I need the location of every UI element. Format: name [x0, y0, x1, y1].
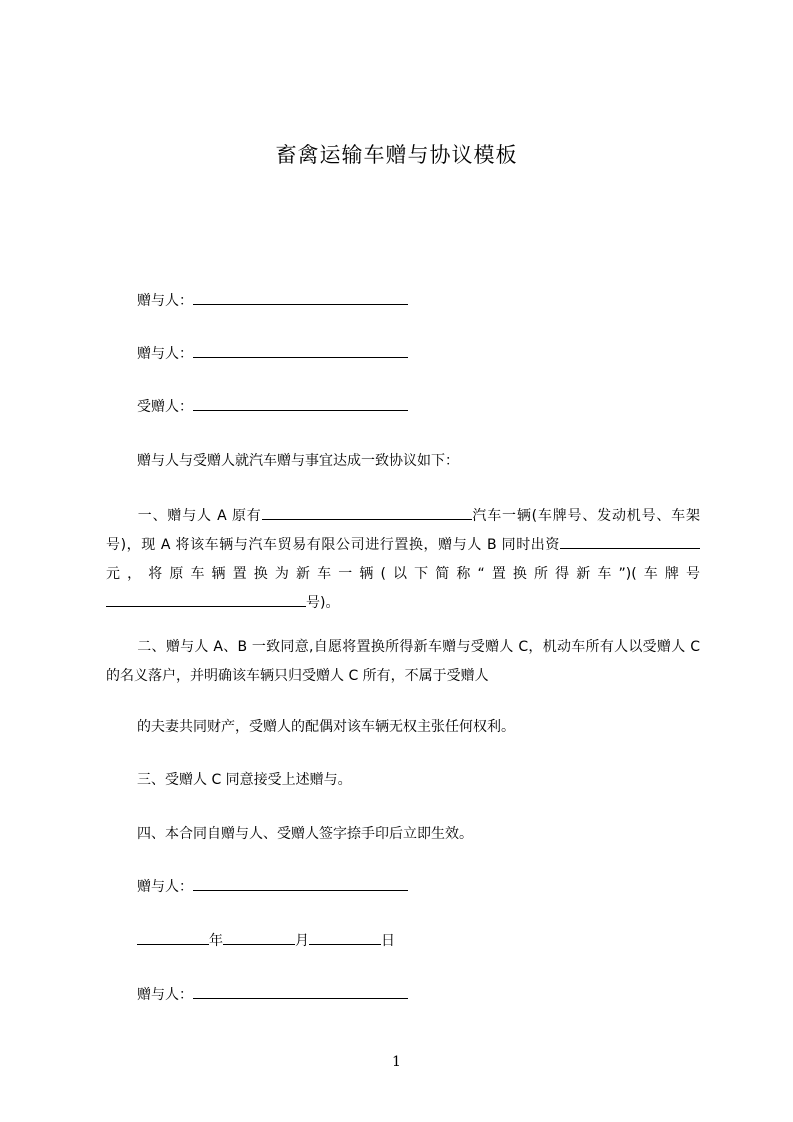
donor-blank	[193, 290, 408, 305]
page-number: 1	[392, 1054, 401, 1070]
recipient-line	[137, 396, 408, 418]
year-label: 年	[209, 933, 223, 949]
donor-blank	[193, 343, 408, 358]
recipient-blank	[193, 396, 408, 411]
donor-label: 赠与人：	[137, 879, 193, 895]
donor-line-1	[137, 290, 408, 312]
plate-number-blank	[106, 592, 306, 607]
signature-donor-line-1	[137, 876, 408, 898]
clause-3: 三、受赠人 C 同意接受上述赠与。	[137, 772, 352, 788]
donor-signature-blank	[193, 876, 408, 891]
clause-1-part-4: 号)。	[306, 595, 340, 611]
recipient-label: 受赠人：	[137, 399, 193, 415]
month-label: 月	[295, 933, 309, 949]
page-title: 畜禽运输车赠与协议模板	[275, 143, 518, 167]
year-blank	[137, 930, 209, 945]
day-label: 日	[381, 933, 395, 949]
month-blank	[223, 930, 295, 945]
date-line	[137, 930, 395, 952]
clause-2-text: 二、赠与人 A、B 一致同意,自愿将置换所得新车赠与受赠人 C，机动车所有人以受赠人 C 的名义落户，并明确该车辆只归受赠人 C 所有，不属于受赠人	[106, 639, 700, 684]
amount-blank	[560, 534, 700, 549]
clause-4: 四、本合同自赠与人、受赠人签字捺手印后立即生效。	[137, 826, 473, 842]
donor-label: 赠与人：	[137, 987, 193, 1003]
clause-1-part-1: 一、赠与人 A 原有	[137, 508, 262, 524]
clause-2	[106, 633, 700, 691]
clause-1	[106, 502, 700, 618]
signature-donor-line-2	[137, 984, 408, 1006]
clause-1-part-3: 元，将原车辆置换为新车一辆(以下简称“置换所得新车”)(车牌号	[106, 566, 700, 582]
clause-2-continued: 的夫妻共同财产，受赠人的配偶对该车辆无权主张任何权利。	[137, 719, 515, 735]
intro-text: 赠与人与受赠人就汽车赠与事宜达成一致协议如下：	[137, 453, 459, 469]
donor-label: 赠与人：	[137, 346, 193, 362]
donor-label: 赠与人：	[137, 293, 193, 309]
car-model-blank	[262, 505, 472, 520]
donor-line-2	[137, 343, 408, 365]
donor-signature-blank	[193, 984, 408, 999]
day-blank	[309, 930, 381, 945]
clause-1-part-2: 汽车一辆(车牌号、发动机号、车架号)，现 A 将该车辆与汽车贸易有限公司进行置换，赠与人 B 同时出资	[106, 508, 700, 553]
